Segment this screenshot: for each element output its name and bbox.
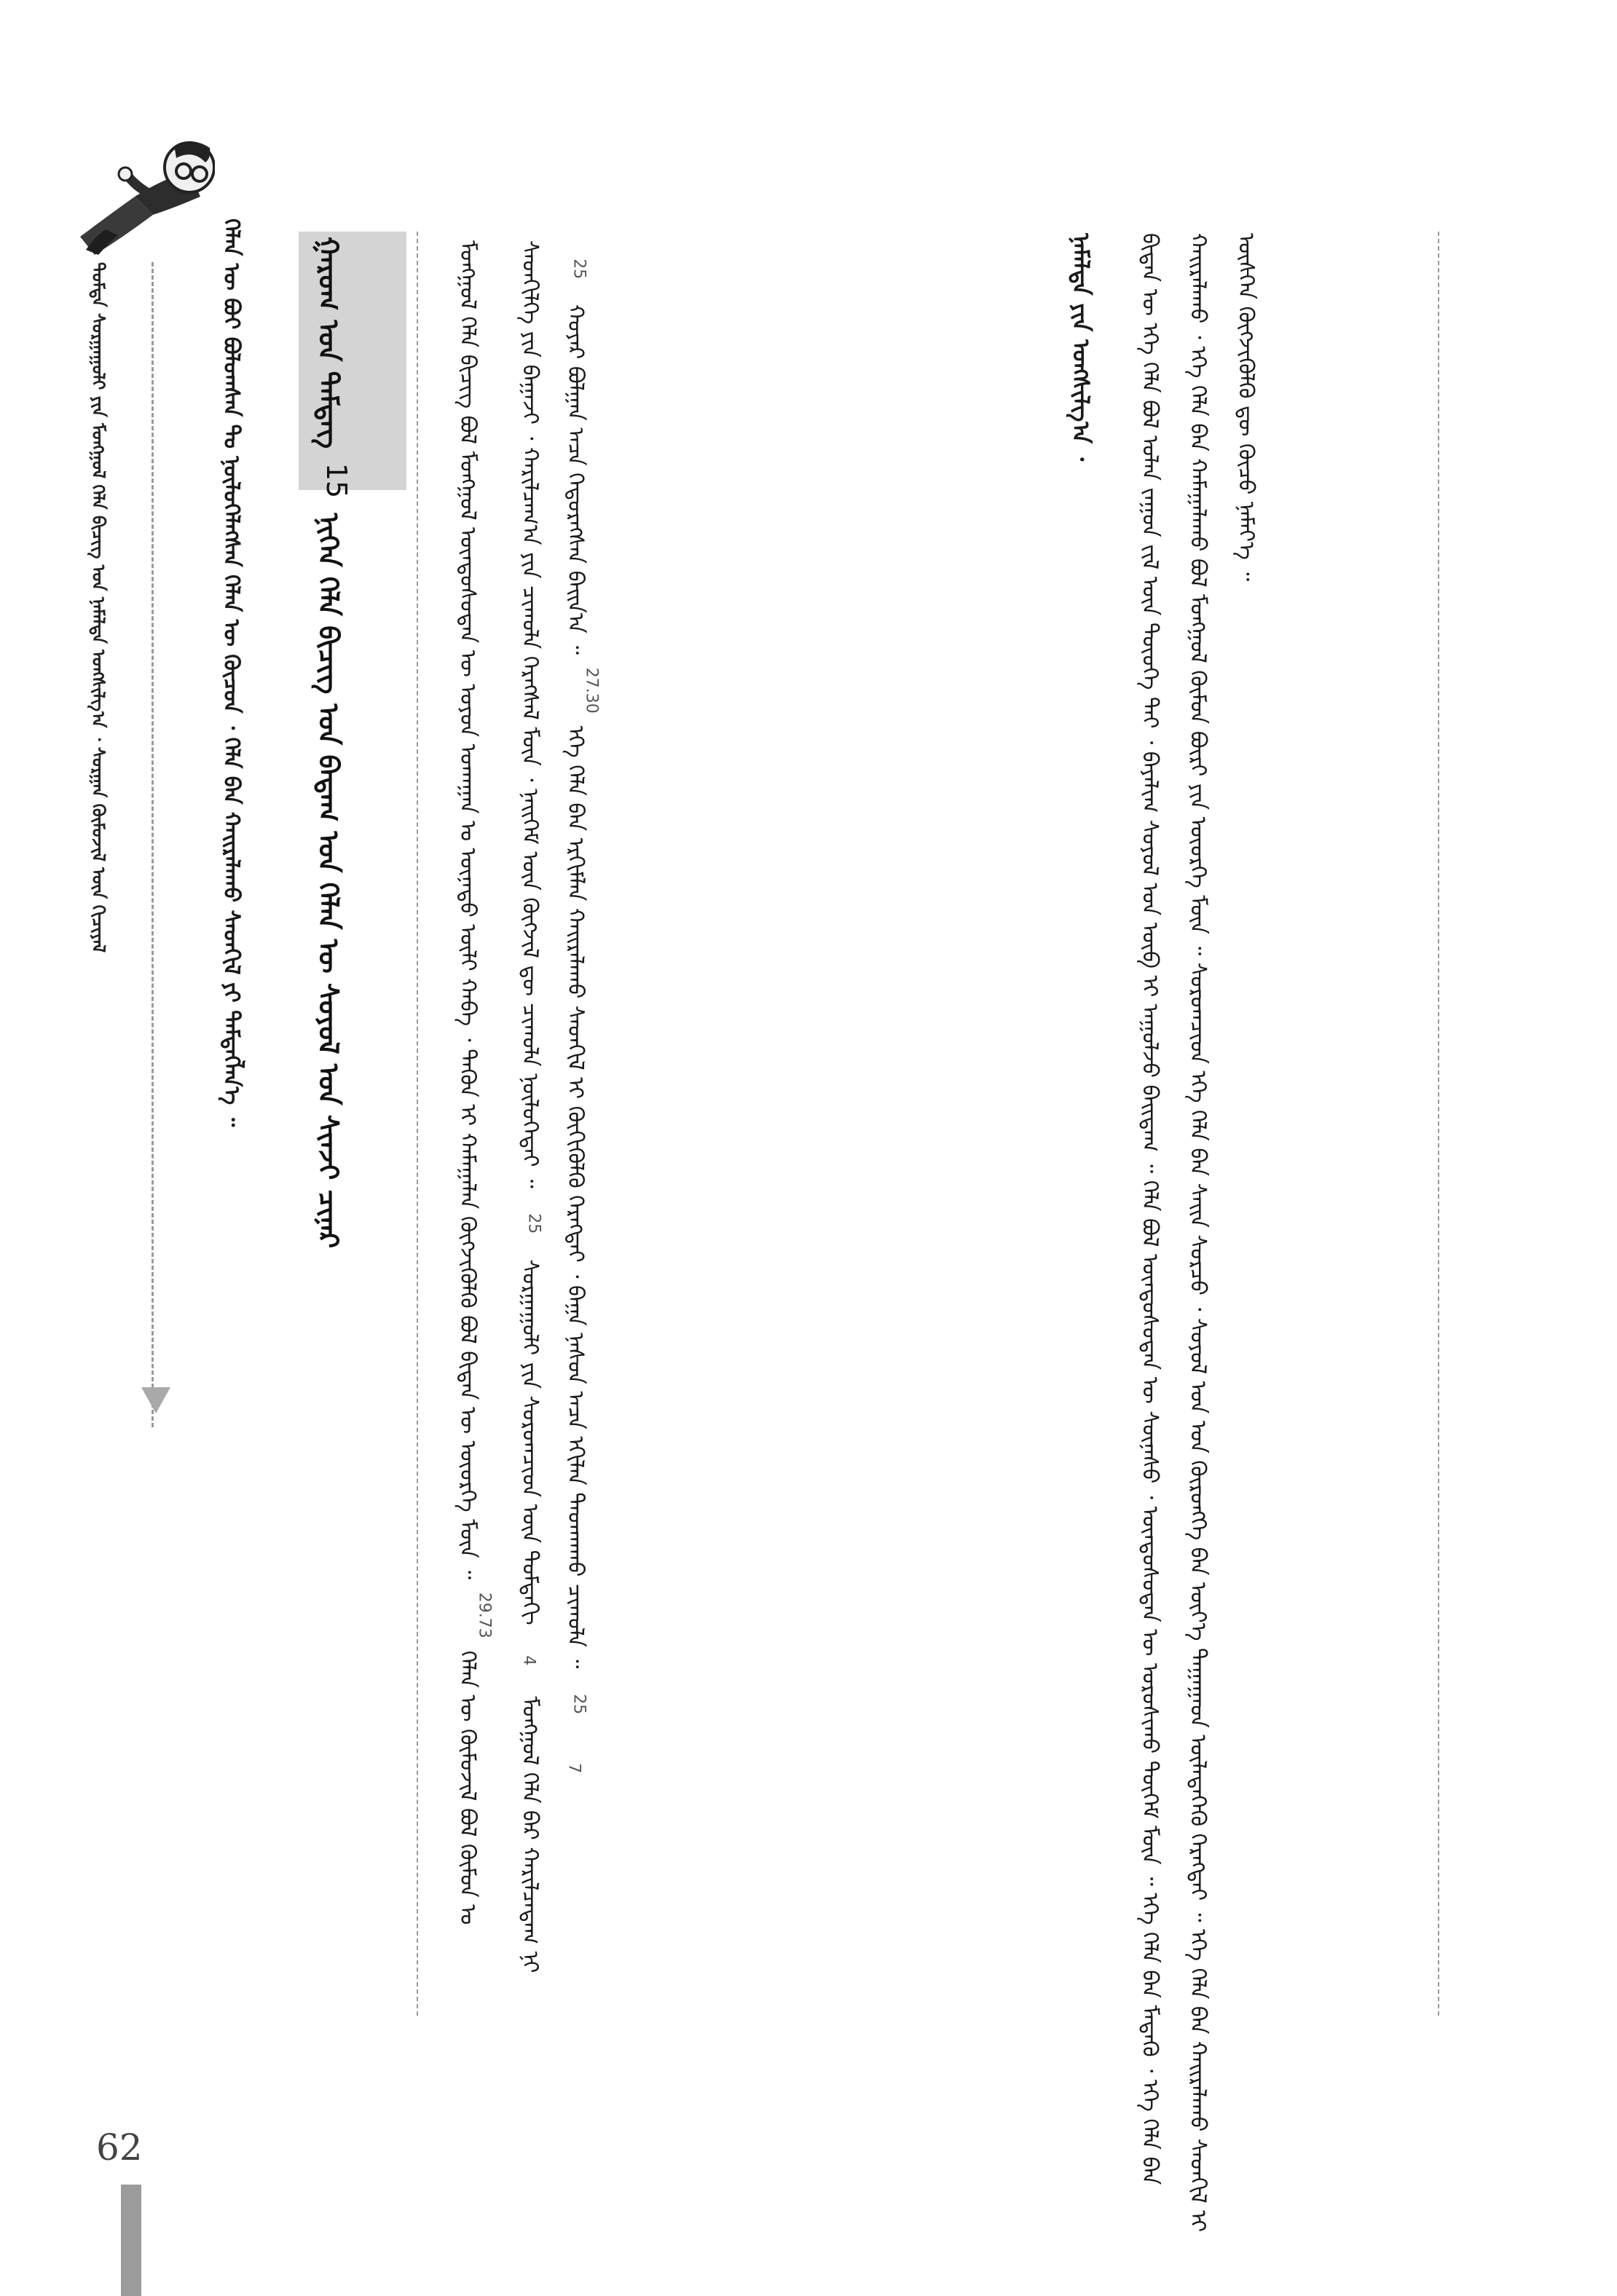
passage-figure: 4 <box>519 1655 538 1666</box>
page-number-bar <box>121 2185 141 2296</box>
series-heading: ᠳᠤᠮᠳᠠ ᠰᠤᠷᠭᠠᠭᠤᠯᠢ ᠶᠢᠨ ᠮᠣᠩᠭᠣᠯ ᠬᠡᠯᠡ ᠪᠢᠴᠢᠭ ᠤᠨ ᠨᠡᠮᠡᠯᠲᠡ ᠤᠩᠰᠢᠯᠭ᠎ᠠ ᠂ ᠰᠤᠷᠭᠠᠨ ᠬᠦᠮᠦᠵᠢᠯ ᠦᠨ ᠬᠢᠴᠢᠶᠡᠯ <box>88 262 109 953</box>
passage-paragraph: ᠬᠣᠶᠠᠷ ᠪᠣᠯᠭᠠᠨ ᠠᠴᠠ ᠬᠡᠲᠦᠷᠡᠭᠰᠡᠨ ᠪᠠᠢᠨ᠎ᠠ ᠃ <box>562 304 589 655</box>
closing-line: ᠬᠡᠯᠡᠨ ᠦ ᠪᠤᠢ ᠪᠣᠯᠤᠭᠰᠠᠨ ᠲᠤ ᠨᠥᠯᠦᠭᠡᠯᠡᠭᠰᠡᠨ ᠬᠡᠯᠡᠨ ᠦ ᠬᠦᠴᠦᠨ ᠂ ᠬᠡᠯᠡ ᠪᠡᠨ ᠬᠠᠢᠷᠠᠯᠠᠬᠤ ᠰᠡᠳᠬᠢᠯ ᠶᠢ ᠲᠡᠮᠳᠡᠭᠯᠡᠨ᠎ᠡ ᠃ <box>219 218 244 1127</box>
passage-figure: 25 <box>570 259 589 280</box>
passage-figure: 25 <box>524 1213 543 1234</box>
section-number: 15 <box>320 463 353 499</box>
margin-dashed-rule <box>152 262 154 1427</box>
section-heading <box>306 237 401 1329</box>
passage-paragraph: ᠬᠡᠯᠡᠨ ᠦ ᠬᠦᠮᠦᠵᠢᠯ ᠪᠣᠯ ᠬᠦᠮᠦᠨ ᠤ ᠰᠡᠳᠬᠢᠯᠭᠡ ᠶᠢᠨ ᠪᠠᠭᠠᠵᠢ ᠂ ᠬᠠᠷᠢᠯᠴᠠᠭ᠎ᠠ ᠶᠢᠨ ᠴᠢᠬᠤᠯᠠ ᠬᠡᠷᠡᠭᠰᠡᠯ ᠮᠥᠨ ᠂ ᠨᠡᠢᠭᠡᠮ ᠦᠨ ᠬᠥᠭᠵᠢᠯ ᠳᠦ ᠴᠢᠬᠤᠯᠠ ᠨᠥᠯᠦᠭᠡᠲᠡᠢ ᠃ <box>455 240 543 1925</box>
passage-paragraph: ᠰᠤᠷᠭᠠᠭᠤᠯᠢ ᠶᠢᠨ ᠰᠤᠷᠤᠭᠴᠢᠳ ᠦᠨ ᠳᠤᠮᠳᠠᠬᠢ <box>516 1259 543 1625</box>
rule-arrow-icon <box>141 1387 170 1413</box>
passage-figure: 27.30 <box>583 667 602 714</box>
passage-paragraph: ᠮᠣᠩᠭᠣᠯ ᠬᠡᠯᠡ ᠪᠢᠴᠢᠭ ᠪᠣᠯ ᠮᠣᠩᠭᠣᠯ ᠦᠨᠳᠦᠰᠦᠲᠡᠨ ᠦ ᠣᠶᠤᠨ ᠤᠬᠠᠭᠠᠨ ᠤ ᠦᠨᠡᠲᠦ ᠦᠯᠢ ᠬᠠᠪᠠ ᠂ ᠲᠡᠭᠦᠨ ᠢ ᠬᠠᠮᠠᠭᠠᠯᠠᠨ ᠬᠥᠭᠵᠢᠭᠦᠯᠬᠦ ᠪᠣᠯ ᠪᠢᠳᠡᠨ ᠦ ᠦᠦᠷᠭᠡ ᠮᠥᠨ ᠃ <box>455 240 481 1579</box>
sub-heading: ᠨᠡᠮᠡᠯᠲᠡ ᠶᠢᠨ ᠤᠩᠰᠢᠯᠭ᠎ᠠ ᠂ <box>1067 233 1095 462</box>
passage-figure: 25 <box>570 1694 589 1715</box>
section-heading-title: ᠨᠢᠭᠡᠨ ᠬᠡᠯᠡ ᠪᠢᠴᠢᠭ ᠤᠨ ᠪᠠᠳᠠᠭ ᠤᠨ ᠬᠡᠯᠡᠨ ᠦ ᠰᠣᠶᠣᠯ ᠤᠨ ᠰᠢᠨᠵᠢ ᠴᠢᠨᠠᠷ <box>312 513 345 1249</box>
section-heading-prefix: ᠭᠠᠷᠤᠭ ᠤᠨ ᠲᠡᠮᠳᠡᠭ <box>312 237 345 449</box>
page-number: 62 <box>96 2126 143 2169</box>
mascot-illustration <box>66 127 215 266</box>
top-paragraph: ᠪᠢᠳᠡᠨ ᠦ ᠡᠬᠡ ᠬᠡᠯᠡ ᠪᠣᠯ ᠣᠯᠠᠨ ᠵᠠᠭᠤᠨ ᠵᠢᠯ ᠦᠨ ᠲᠦᠦᠬᠡ ᠲᠠᠢ ᠂ ᠪᠠᠶᠠᠯᠢᠭ ᠰᠣᠶᠣᠯ ᠤᠨ ᠥᠪ ᠢ ᠠᠭᠤᠯᠵᠤ ᠪᠠᠢᠳᠠᠭ ᠃ ᠬᠡᠯᠡ ᠪᠣᠯ ᠦᠨᠳᠦᠰᠦᠲᠡᠨ ᠦ ᠰᠦᠨᠡᠰᠦ ᠂ ᠦᠨᠳᠦᠰᠦᠲᠡᠨ ᠦ ᠣᠷᠣᠰᠢᠬᠤ ᠳᠥᠭᠡᠮ ᠮᠥᠨ ᠃ ᠡᠬᠡ ᠬᠡᠯᠡ ᠪᠡᠨ ᠮᠡᠳᠡᠬᠦ ᠂ ᠡᠬᠡ ᠬᠡᠯᠡ ᠪᠡᠨ ᠬᠠᠢᠷᠠᠯᠠᠬᠤ ᠂ ᠡᠬᠡ ᠬᠡᠯᠡ ᠪᠡᠨ ᠬᠠᠮᠠᠭᠠᠯᠠᠬᠤ ᠪᠣᠯ ᠮᠣᠩᠭᠣᠯ ᠬᠦᠮᠦᠨ ᠪᠦᠷᠢ ᠶᠢᠨ ᠦᠦᠷᠭᠡ ᠮᠥᠨ ᠃ ᠰᠤᠷᠤᠭᠴᠢᠳ ᠡᠬᠡ ᠬᠡᠯᠡ ᠪᠡᠨ ᠰᠠᠢᠨ ᠰᠤᠷᠴᠤ ᠂ ᠰᠣᠶᠣᠯ ᠤᠨ ᠡᠳ ᠬᠥᠷᠥᠩᠭᠡ ᠪᠡᠨ ᠦᠶ᠎ᠡ ᠳᠠᠭᠠᠭᠠᠳ ᠦᠯᠡᠳᠡᠭᠡᠬᠦ ᠬᠡᠷᠡᠭᠲᠡᠢ ᠃ ᠡᠬᠡ ᠬᠡᠯᠡ ᠪᠡᠨ ᠬᠠᠢᠷᠠᠯᠠᠬᠤ ᠰᠡᠳᠬᠢᠯ ᠢ ᠥᠰᠭᠡᠨ ᠬᠥᠭᠵᠢᠭᠦᠯᠬᠦ ᠳᠦ ᠬᠦᠴᠦ ᠨᠡᠮᠡᠶ᠎ᠡ ᠃ <box>1137 233 1259 2233</box>
passage-paragraph: ᠡᠬᠡ ᠬᠡᠯᠡ ᠪᠡᠨ ᠡᠷᠬᠢᠮᠯᠡᠨ ᠬᠠᠢᠷᠠᠯᠠᠬᠤ ᠰᠡᠳᠬᠢᠯ ᠢ ᠬᠥᠬᠢᠭᠦᠯᠬᠦ ᠬᠡᠷᠡᠭᠲᠡᠢ ᠂ ᠪᠠᠭᠠ ᠨᠠᠰᠤᠨ ᠠᠴᠠ ᠡᠬᠢᠯᠡᠨ ᠳᠠᠳᠬᠠᠬᠤ ᠴᠢᠬᠤᠯᠠ ᠃ <box>562 725 589 1669</box>
passage-figure: 29.73 <box>475 1592 494 1638</box>
passage-figure: 7 <box>564 1763 583 1774</box>
passage-paragraph: ᠮᠣᠩᠭᠣᠯ ᠬᠡᠯᠡ ᠪᠡᠷ ᠬᠠᠷᠢᠯᠴᠠᠳᠠᠭ ᠨᠢ <box>516 1696 543 1973</box>
